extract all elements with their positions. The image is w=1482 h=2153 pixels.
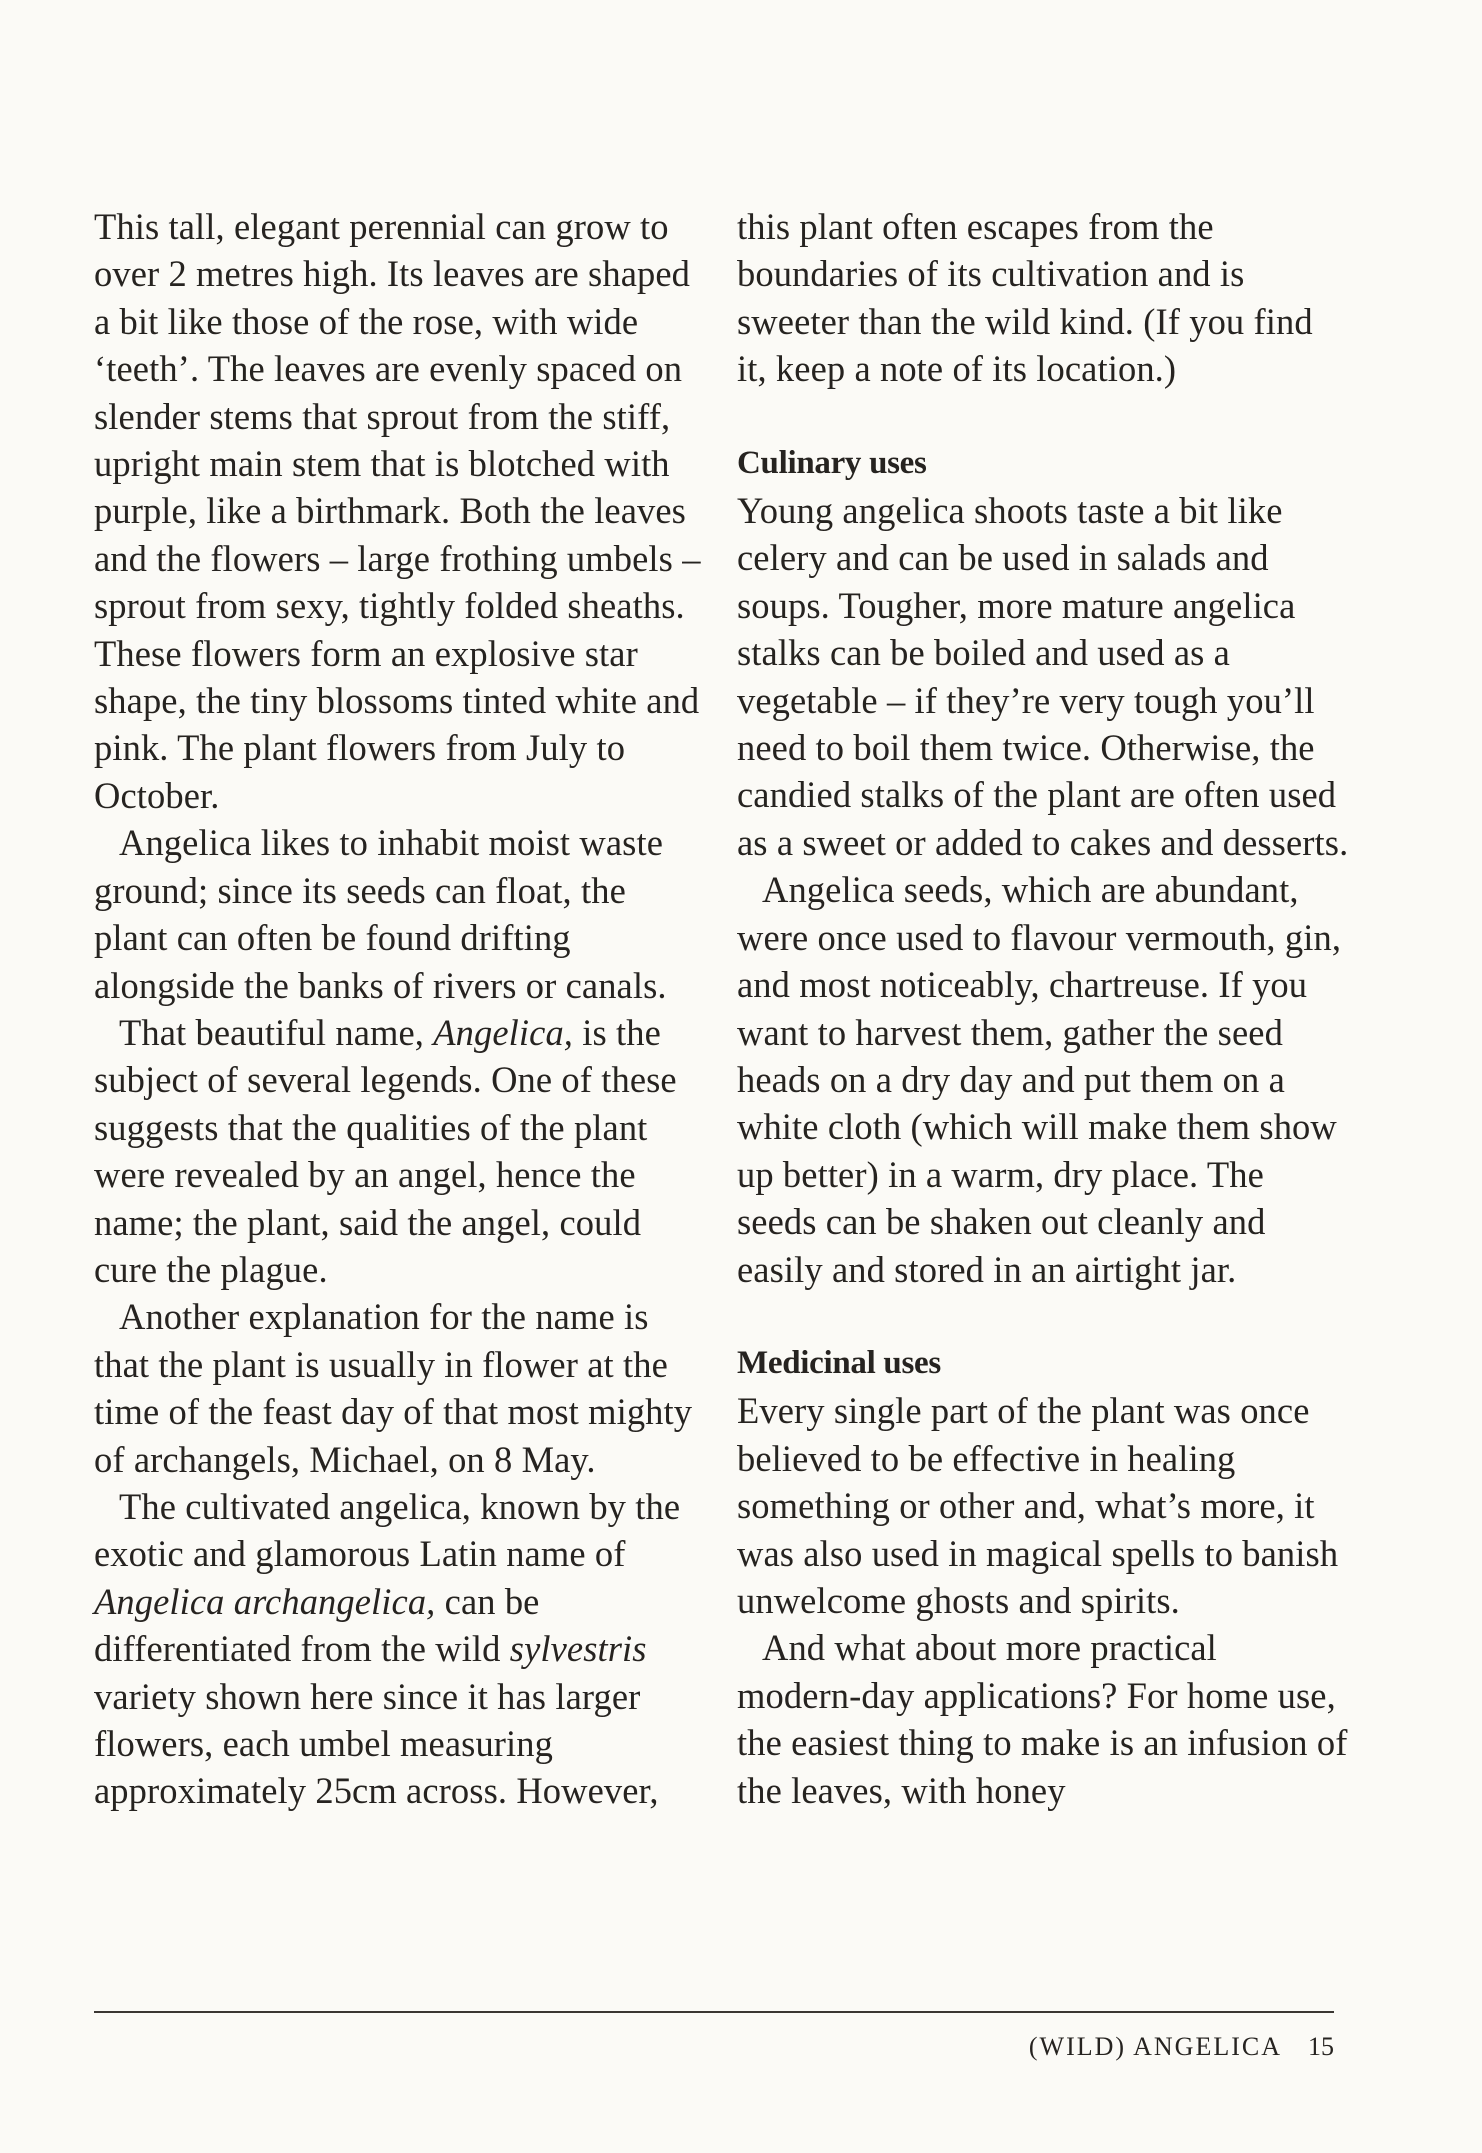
paragraph-medicinal-modern: And what about more practical modern-day applications? For home use, the easiest thing to make is an infusion of the leaves, with honey — [737, 1627, 1348, 1811]
paragraph-description: This tall, elegant perennial can grow to over 2 metres high. Its leaves are shaped a bit like those of the rose, with wide ‘teeth’. The leaves are evenly spaced on slender stems that sprout from the stiff, upright main stem that is blotched with purple, like a birthmark. Both the leaves and the flowers – large frothing umbels – sprout from sexy, tightly folded sheaths. These flowers form an explosive star shape, the tiny blossoms tinted white and pink. The plant flowers from July to October. — [94, 206, 701, 816]
running-head-title: (WILD) ANGELICA — [1028, 2032, 1282, 2061]
paragraph-habitat: Angelica likes to inhabit moist waste ground; since its seeds can float, the plant can often be found drifting alongside the banks of rivers or canals. — [94, 822, 667, 1006]
footer-rule — [94, 2011, 1334, 2013]
text-span: is the subject of several legends. One of these suggests that the qualities of the plant were revealed by an angel, hence the name; the plant, said the angel, could cure the plague. — [94, 1011, 677, 1290]
text-span: variety shown here since it has larger flowers, each umbel measuring approximately 25cm across. However, — [94, 1675, 659, 1812]
italic-latin-name: Angelica, — [433, 1011, 574, 1053]
text-span: The cultivated angelica, known by the exotic and glamorous Latin name of — [94, 1485, 681, 1575]
paragraph-cultivated — [94, 1483, 704, 1815]
paragraph-archangel: Another explanation for the name is that the plant is usually in flower at the time of the feast day of that most mighty of archangels, Michael, on 8 May. — [94, 1296, 693, 1480]
text-span: That beautiful name, — [119, 1011, 434, 1053]
heading-medicinal-uses: Medicinal uses — [737, 1344, 941, 1381]
text-span: can be differentiated from the wild — [94, 1580, 540, 1670]
heading-culinary-uses: Culinary uses — [737, 444, 927, 481]
right-column — [737, 203, 1349, 1814]
left-column — [94, 203, 704, 1815]
paragraph-medicinal-history: Every single part of the plant was once believed to be effective in healing something or other and, what’s more, it was also used in magical spells to banish unwelcome ghosts and spirits. — [737, 1390, 1339, 1621]
italic-latin-name: Angelica archangelica, — [94, 1580, 436, 1622]
italic-variety-name: sylvestris — [509, 1628, 647, 1670]
paragraph-name-legend — [94, 1009, 704, 1293]
paragraph-continuation: this plant often escapes from the boundaries of its cultivation and is sweeter than the wild kind. (If you find it, keep a note of its location.) — [737, 206, 1313, 390]
running-footer — [1029, 2032, 1334, 2062]
paragraph-culinary-shoots: Young angelica shoots taste a bit like celery and can be used in salads and soups. Tougher, more mature angelica stalks can be boiled and used as a vegetable – if they’re very tough you’ll need to boil them twice. Otherwise, the candied stalks of the plant are often used as a sweet or added to cakes and desserts. — [737, 490, 1349, 863]
page-number: 15 — [1308, 2032, 1334, 2061]
paragraph-culinary-seeds: Angelica seeds, which are abundant, were once used to flavour vermouth, gin, and most noticeably, chartreuse. If you want to harvest them, gather the seed heads on a dry day and put them on a white cloth (which will make them show up better) in a warm, dry place. The seeds can be shaken out cleanly and easily and stored in an airtight jar. — [737, 869, 1342, 1290]
